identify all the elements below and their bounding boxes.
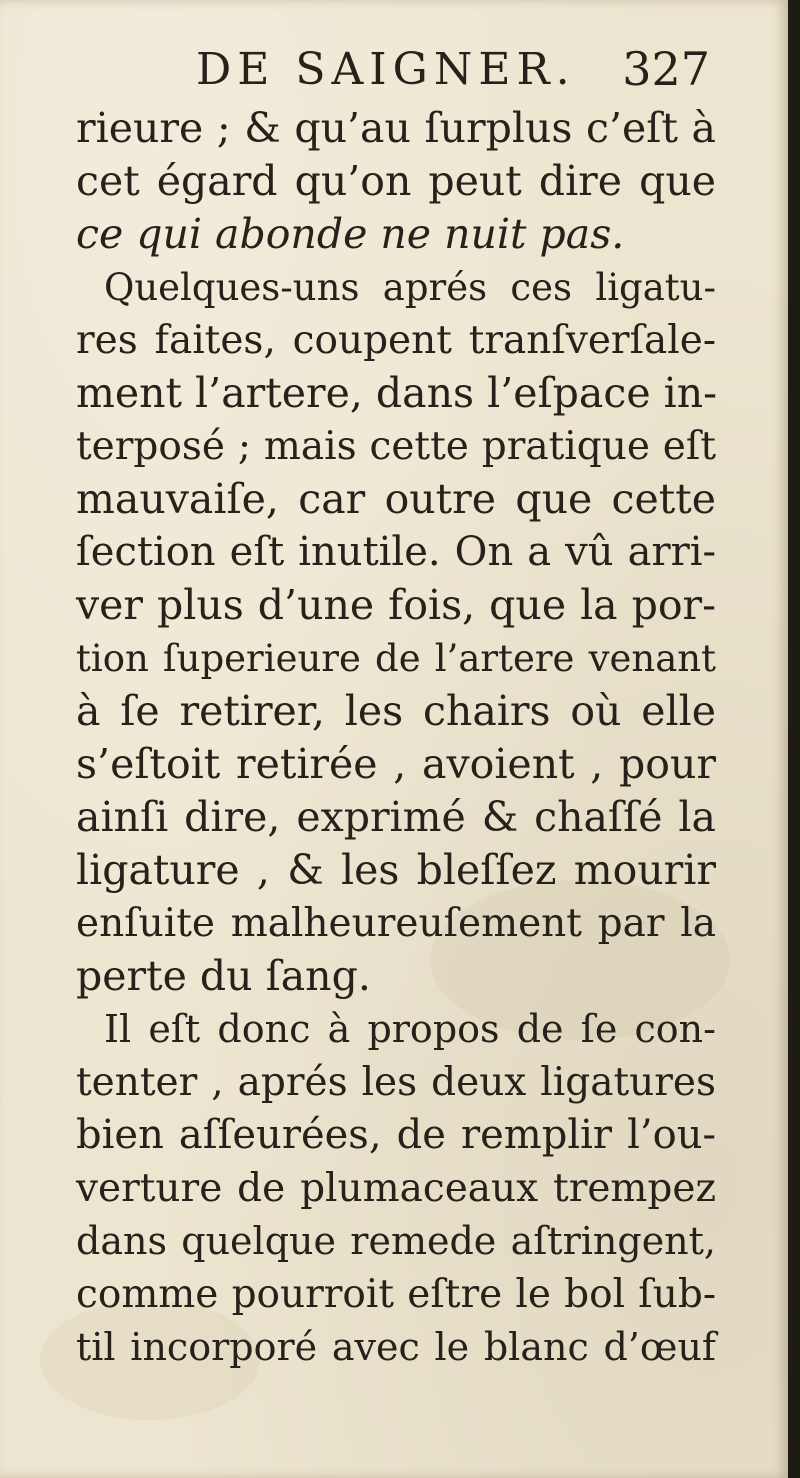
text-line: dans quelque remede aſtringent,	[76, 1219, 716, 1263]
text-line: comme pourroit eſtre le bol ſub-	[76, 1272, 716, 1317]
text-line: ainſi dire, exprimé & chaſſé la	[76, 793, 716, 841]
text-line: enſuite malheureuſement par la	[76, 901, 716, 946]
paragraph-first-line: Quelques-uns aprés ces ligatu-	[104, 266, 716, 309]
text-line: ſection eſt inutile. On a vû arri-	[76, 529, 716, 575]
italic-text-line: ce qui abonde ne nuit pas.	[76, 210, 625, 258]
text-line: rieure ; & qu’au ſurplus c’eſt à	[76, 104, 716, 152]
text-line: til incorporé avec le blanc d’œuf	[76, 1325, 716, 1369]
body-text	[76, 102, 716, 1374]
text-line: cet égard qu’on peut dire que	[76, 157, 716, 205]
text-line: terposé ; mais cette pratique eſt	[76, 424, 716, 469]
text-line: bien aſſeurées, de remplir l’ou-	[76, 1112, 716, 1158]
text-line: ver plus d’une fois, que la por-	[76, 581, 716, 629]
text-line: tion ſuperieure de l’artere venant	[76, 637, 716, 680]
running-title: DE SAIGNER.	[196, 44, 576, 95]
text-line: à ſe retirer, les chairs où elle	[76, 687, 716, 735]
paragraph-first-line: Il eſt donc à propos de ſe con-	[104, 1007, 716, 1051]
text-line: s’eſtoit retirée , avoient , pour	[76, 740, 716, 788]
page-header	[78, 38, 718, 98]
text-line: ment l’artere, dans l’eſpace in-	[76, 369, 717, 417]
text-line: mauvaiſe, car outre que cette	[76, 475, 716, 523]
text-line: ligature , & les bleſſez mourir	[76, 846, 716, 894]
text-line: res faites, coupent tranſverſale-	[76, 318, 716, 363]
text-line: tenter , aprés les deux ligatures	[76, 1060, 716, 1105]
page-number: 327	[622, 42, 710, 96]
text-line: verture de plumaceaux trempez	[76, 1166, 716, 1211]
text-line: perte du ſang.	[76, 952, 371, 1000]
